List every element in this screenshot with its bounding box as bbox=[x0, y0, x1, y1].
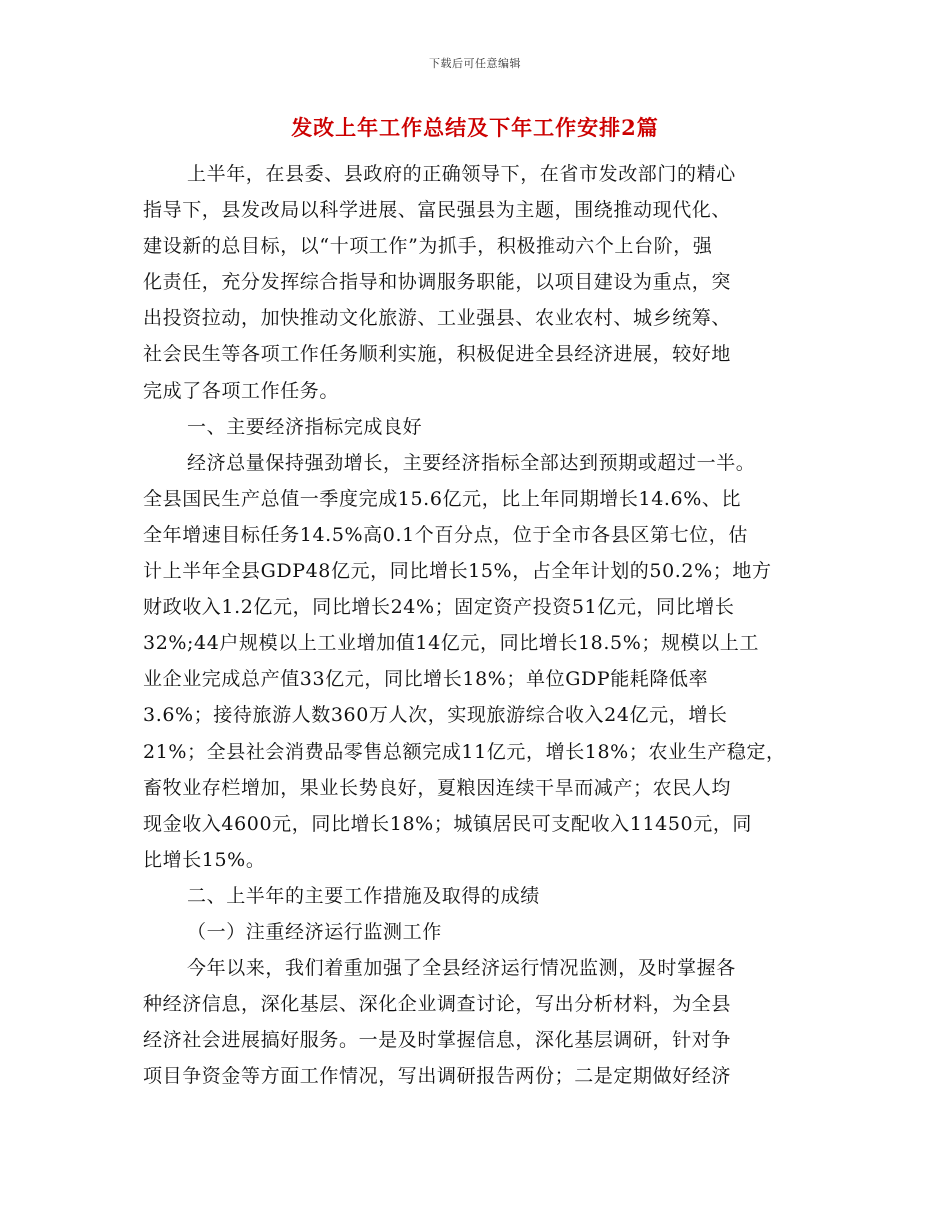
body-text-line: 业企业完成总产值33亿元，同比增长18%；单位GDP能耗降低率 bbox=[143, 668, 709, 691]
body-text-line: 指导下，县发改局以科学进展、富民强县为主题，围绕推动现代化、 bbox=[143, 199, 732, 222]
body-text-line: 3.6%；接待旅游人数360万人次，实现旅游综合收入24亿元，增长 bbox=[143, 704, 728, 727]
body-text-line: 二、上半年的主要工作措施及取得的成绩 bbox=[187, 884, 540, 907]
body-text-line: 出投资拉动，加快推动文化旅游、工业强县、农业农村、城乡统筹、 bbox=[143, 307, 732, 330]
body-text-line: 财政收入1.2亿元，同比增长24%；固定资产投资51亿元，同比增长 bbox=[143, 596, 735, 619]
body-text-line: 今年以来，我们着重加强了全县经济运行情况监测，及时掌握各 bbox=[187, 957, 736, 980]
body-text-line: 比增长15%。 bbox=[143, 848, 266, 871]
body-text-line: 化责任，充分发挥综合指导和协调服务职能，以项目建设为重点，突 bbox=[143, 271, 732, 294]
body-text-line: 32%;44户规模以上工业增加值14亿元，同比增长18.5%；规模以上工 bbox=[143, 632, 759, 655]
body-text-line: 上半年，在县委、县政府的正确领导下，在省市发改部门的精心 bbox=[187, 163, 736, 185]
body-text-line: 经济总量保持强劲增长，主要经济指标全部达到预期或超过一半。 bbox=[187, 451, 756, 474]
document-body bbox=[143, 156, 823, 1094]
body-text-line: 计上半年全县GDP48亿元，同比增长15%，占全年计划的50.2%；地方 bbox=[143, 560, 772, 583]
body-text-line: （一）注重经济运行监测工作 bbox=[187, 920, 442, 943]
body-text-line: 全县国民生产总值一季度完成15.6亿元，比上年同期增长14.6%、比 bbox=[143, 487, 742, 510]
body-text-line: 建设新的总目标，以“十项工作”为抓手，积极推动六个上台阶，强 bbox=[143, 235, 713, 258]
body-text-line: 全年增速目标任务14.5%高0.1个百分点，位于全市各县区第七位，估 bbox=[143, 523, 748, 546]
body-text-line: 畜牧业存栏增加，果业长势良好，夏粮因连续干旱而减产；农民人均 bbox=[143, 776, 732, 799]
body-text-line: 种经济信息，深化基层、深化企业调查讨论，写出分析材料，为全县 bbox=[143, 993, 732, 1016]
body-text-line: 21%；全县社会消费品零售总额完成11亿元，增长18%；农业生产稳定， bbox=[143, 740, 786, 763]
body-text-line: 社会民生等各项工作任务顺利实施，积极促进全县经济进展，较好地 bbox=[143, 343, 732, 366]
body-text-line: 项目争资金等方面工作情况，写出调研报告两份；二是定期做好经济 bbox=[143, 1065, 732, 1088]
document-title: 发改上年工作总结及下年工作安排2篇 bbox=[291, 115, 659, 140]
page-header-note: 下载后可任意编辑 bbox=[429, 57, 521, 70]
body-text-line: 完成了各项工作任务。 bbox=[143, 379, 340, 402]
body-text-line: 经济社会进展搞好服务。一是及时掌握信息，深化基层调研，针对争 bbox=[143, 1029, 732, 1052]
body-text-line: 现金收入4600元，同比增长18%；城镇居民可支配收入11450元，同 bbox=[143, 812, 753, 835]
body-text-line: 一、主要经济指标完成良好 bbox=[187, 415, 423, 438]
